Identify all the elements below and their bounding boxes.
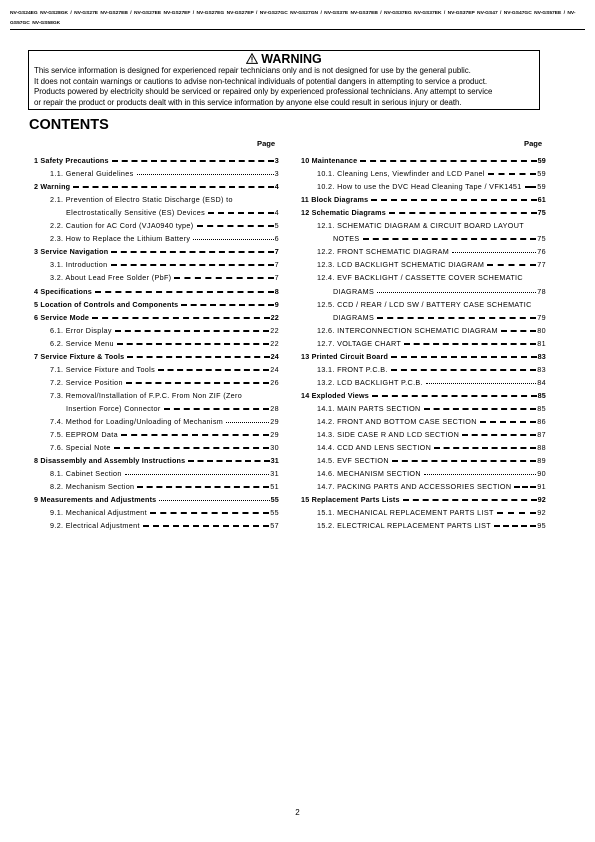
header-divider — [10, 29, 585, 30]
toc-entry[interactable] — [34, 296, 279, 309]
toc-entry-page: 28 — [270, 403, 279, 413]
toc-entry-page: 31 — [270, 469, 279, 479]
toc-entry-title: 10 Maintenance — [301, 156, 358, 166]
toc-entry-title: 14.4. CCD AND LENS SECTION — [317, 443, 432, 453]
toc-entry-page: 4 — [274, 208, 279, 218]
toc-entry-title: 11 Block Diagrams — [301, 195, 369, 205]
toc-entry[interactable] — [34, 361, 279, 374]
toc-entry-title: 2.1. Prevention of Electro Static Discharge (ESD) to — [50, 195, 233, 205]
toc-entry-page: 3 — [274, 169, 279, 179]
toc-entry-title: 12.2. FRONT SCHEMATIC DIAGRAM — [317, 247, 450, 257]
toc-leader — [137, 174, 274, 175]
toc-entry[interactable] — [34, 217, 279, 230]
toc-entry[interactable] — [34, 517, 279, 530]
toc-entry-title: 9.2. Electrical Adjustment — [50, 521, 140, 531]
toc-entry-page: 7 — [274, 273, 279, 283]
toc-leader — [391, 369, 537, 371]
toc-entry-page: 22 — [270, 312, 279, 322]
toc-leader — [143, 525, 269, 527]
toc-entry[interactable] — [34, 204, 279, 217]
toc-entry-title: NOTES — [333, 234, 360, 244]
toc-leader — [150, 512, 269, 514]
toc-leader — [226, 422, 269, 423]
toc-leader — [501, 330, 536, 332]
warning-line: This service information is designed for experienced repair technicians only and is not designed for use by the general public. — [34, 66, 471, 75]
toc-entry[interactable] — [301, 491, 546, 504]
toc-entry[interactable] — [301, 322, 546, 335]
toc-leader — [403, 499, 537, 501]
toc-entry-title: 7.1. Service Fixture and Tools — [50, 364, 156, 374]
toc-entry-page: 22 — [270, 338, 279, 348]
toc-entry-page: 59 — [537, 156, 546, 166]
toc-entry-title: 7.2. Service Position — [50, 377, 123, 387]
toc-leader — [95, 291, 274, 293]
toc-entry[interactable] — [301, 465, 546, 478]
toc-leader — [208, 212, 274, 214]
toc-entry-title: 7.4. Method for Loading/Unloading of Mechanism — [50, 416, 224, 426]
toc-entry-title: 14 Exploded Views — [301, 390, 369, 400]
toc-leader — [111, 251, 273, 253]
toc-entry-title: Electrostatically Sensitive (ES) Devices — [66, 208, 206, 218]
toc-entry[interactable] — [301, 165, 546, 178]
toc-entry-title: 6.1. Error Display — [50, 325, 112, 335]
toc-entry[interactable] — [34, 178, 279, 191]
toc-entry-page: 86 — [537, 416, 546, 426]
toc-entry[interactable] — [301, 374, 546, 387]
toc-entry-page: 24 — [270, 364, 279, 374]
toc-entry-title: 5 Location of Controls and Components — [34, 299, 179, 309]
toc-leader — [377, 292, 536, 293]
toc-entry-title: 1 Safety Precautions — [34, 156, 109, 166]
toc-entry[interactable] — [34, 282, 279, 295]
toc-entry-title: 3.2. About Lead Free Solder (PbF) — [50, 273, 172, 283]
toc-entry[interactable] — [301, 439, 546, 452]
toc-entry-title: 15.2. ELECTRICAL REPLACEMENT PARTS LIST — [317, 521, 491, 531]
toc-leader — [360, 160, 536, 162]
toc-leader — [92, 317, 269, 319]
toc-entry[interactable] — [34, 165, 279, 178]
toc-leader — [480, 421, 537, 423]
toc-leader — [121, 434, 269, 436]
toc-entry[interactable] — [34, 243, 279, 256]
toc-leader — [73, 186, 274, 188]
toc-leader — [404, 343, 536, 345]
toc-entry[interactable] — [34, 452, 279, 465]
model-list-header: NV-GS24EG NV-GS28GK / NV-GS27E NV-GS27EB / NV-GS27EE NV-GS27EF / NV-GS27EG NV-GS27EP / NV-GS27GC NV-GS27GN / NV-GS37E NV-GS37EB / NV-GS37EG NV-GS37EK / NV-GS37EP NV-GS47 / NV-GS47GC NV-GS57EE / NV-GS57GC NV-GS58GK — [10, 11, 576, 26]
toc-entry-page: 59 — [537, 169, 546, 179]
toc-entry-title: 13.1. FRONT P.C.B. — [317, 364, 388, 374]
warning-triangle-icon — [246, 53, 258, 67]
toc-leader — [377, 317, 536, 319]
toc-entry-title: 8 Disassembly and Assembly Instructions — [34, 456, 186, 466]
left-page-label: Page — [257, 139, 276, 148]
toc-leader — [181, 304, 273, 306]
toc-entry[interactable] — [301, 504, 546, 517]
toc-entry[interactable] — [301, 256, 546, 269]
toc-leader — [424, 474, 536, 475]
toc-entry-page: 8 — [274, 286, 279, 296]
toc-entry-title: 14.6. MECHANISM SECTION — [317, 469, 421, 479]
toc-entry-title: 12.1. SCHEMATIC DIAGRAM & CIRCUIT BOARD LAYOUT — [317, 221, 524, 231]
toc-entry-title: DIAGRAMS — [333, 312, 375, 322]
toc-entry-title: 15.1. MECHANICAL REPLACEMENT PARTS LIST — [317, 508, 494, 518]
toc-entry-title: 10.2. How to use the DVC Head Cleaning Tape / VFK1451 — [317, 182, 522, 192]
toc-leader — [426, 383, 536, 384]
toc-entry[interactable] — [301, 478, 546, 491]
toc-entry[interactable] — [34, 191, 279, 204]
toc-entry-title: 6.2. Service Menu — [50, 338, 114, 348]
toc-entry-page: 61 — [537, 195, 546, 205]
toc-entry-page: 95 — [537, 521, 546, 531]
toc-leader — [117, 343, 269, 345]
toc-entry-page: 89 — [537, 456, 546, 466]
toc-entry-title: 10.1. Cleaning Lens, Viewfinder and LCD Panel — [317, 169, 485, 179]
contents-title: CONTENTS — [29, 117, 109, 133]
toc-entry-title: Insertion Force) Connector — [66, 403, 161, 413]
page-number: 2 — [295, 808, 300, 817]
toc-entry-title: 12 Schematic Diagrams — [301, 208, 386, 218]
toc-entry-page: 7 — [274, 260, 279, 270]
toc-left-column — [34, 152, 279, 530]
toc-entry[interactable] — [34, 152, 279, 165]
toc-entry[interactable] — [301, 282, 546, 295]
toc-entry-title: 13 Printed Circuit Board — [301, 351, 389, 361]
toc-leader — [164, 408, 270, 410]
toc-entry-page: 83 — [537, 351, 546, 361]
toc-entry[interactable] — [301, 191, 546, 204]
toc-leader — [126, 382, 269, 384]
toc-entry-page: 83 — [537, 364, 546, 374]
toc-leader — [494, 525, 536, 527]
toc-entry-page: 5 — [274, 221, 279, 231]
toc-entry-page: 57 — [270, 521, 279, 531]
toc-leader — [114, 447, 270, 449]
toc-leader — [371, 199, 536, 201]
toc-entry-title: 15 Replacement Parts Lists — [301, 495, 400, 505]
toc-leader — [174, 277, 273, 279]
toc-entry-page: 84 — [537, 377, 546, 387]
toc-entry-title: 14.1. MAIN PARTS SECTION — [317, 403, 421, 413]
warning-line: Products powered by electricity should be serviced or repaired only by experienced professional technicians. Any attempt to service — [34, 87, 493, 96]
toc-leader — [159, 500, 269, 501]
toc-entry[interactable] — [301, 400, 546, 413]
toc-entry-title: 2.3. How to Replace the Lithium Battery — [50, 234, 191, 244]
toc-entry[interactable] — [34, 374, 279, 387]
toc-leader — [197, 225, 274, 227]
toc-entry-page: 80 — [537, 325, 546, 335]
toc-entry-title: 14.7. PACKING PARTS AND ACCESSORIES SECTION — [317, 482, 512, 492]
toc-entry[interactable] — [34, 269, 279, 282]
toc-entry-title: 7.3. Removal/Installation of F.P.C. From Non ZIF (Zero — [50, 390, 243, 400]
toc-entry-title: 12.6. INTERCONNECTION SCHEMATIC DIAGRAM — [317, 325, 498, 335]
toc-entry-title: 4 Specifications — [34, 286, 92, 296]
toc-entry[interactable] — [301, 309, 546, 322]
toc-entry-page: 26 — [270, 377, 279, 387]
toc-entry-page: 85 — [537, 403, 546, 413]
toc-entry-page: 22 — [270, 325, 279, 335]
toc-entry-title: 7.5. EEPROM Data — [50, 430, 118, 440]
toc-leader — [488, 173, 536, 175]
toc-leader — [193, 239, 273, 240]
toc-entry[interactable] — [301, 269, 546, 282]
toc-entry[interactable] — [301, 348, 546, 361]
toc-entry-title: 7.6. Special Note — [50, 443, 111, 453]
toc-entry[interactable] — [301, 361, 546, 374]
toc-entry-page: 87 — [537, 430, 546, 440]
toc-entry[interactable] — [34, 465, 279, 478]
toc-entry-title: 8.1. Cabinet Section — [50, 469, 122, 479]
toc-leader — [188, 460, 269, 462]
toc-entry-page: 90 — [537, 469, 546, 479]
toc-entry[interactable] — [301, 426, 546, 439]
toc-entry[interactable] — [301, 230, 546, 243]
toc-leader — [127, 356, 269, 358]
toc-leader — [462, 434, 536, 436]
toc-entry[interactable] — [34, 230, 279, 243]
toc-entry[interactable] — [34, 348, 279, 361]
toc-entry[interactable] — [34, 387, 279, 400]
toc-entry[interactable] — [34, 504, 279, 517]
toc-entry[interactable] — [34, 426, 279, 439]
toc-entry-title: 12.5. CCD / REAR / LCD SW / BATTERY CASE SCHEMATIC — [317, 299, 532, 309]
toc-entry-page: 51 — [270, 482, 279, 492]
toc-entry-page: 6 — [274, 234, 279, 244]
toc-leader — [525, 186, 537, 188]
toc-leader — [424, 408, 537, 410]
toc-leader — [137, 486, 269, 488]
toc-entry[interactable] — [301, 335, 546, 348]
toc-entry-title: 2 Warning — [34, 182, 71, 192]
toc-entry-page: 9 — [274, 299, 279, 309]
toc-entry-title: 8.2. Mechanism Section — [50, 482, 135, 492]
toc-entry-page: 92 — [537, 508, 546, 518]
toc-leader — [372, 395, 537, 397]
toc-entry[interactable] — [34, 309, 279, 322]
right-page-label: Page — [524, 139, 543, 148]
toc-leader — [115, 330, 269, 332]
toc-entry-page: 55 — [270, 508, 279, 518]
toc-leader — [434, 447, 536, 449]
toc-entry[interactable] — [34, 322, 279, 335]
toc-leader — [391, 356, 537, 358]
toc-entry[interactable] — [301, 413, 546, 426]
toc-entry-title: 12.7. VOLTAGE CHART — [317, 338, 402, 348]
toc-leader — [392, 460, 536, 462]
toc-entry[interactable] — [301, 517, 546, 530]
toc-entry-page: 76 — [537, 247, 546, 257]
toc-entry-page: 31 — [270, 456, 279, 466]
warning-title-text: WARNING — [261, 52, 322, 66]
toc-entry[interactable] — [301, 204, 546, 217]
toc-entry-title: 3 Service Navigation — [34, 247, 109, 257]
toc-leader — [497, 512, 537, 514]
toc-entry-page: 92 — [537, 495, 546, 505]
toc-entry[interactable] — [301, 217, 546, 230]
toc-entry-page: 77 — [537, 260, 546, 270]
toc-entry-page: 7 — [274, 247, 279, 257]
toc-entry[interactable] — [301, 387, 546, 400]
toc-right-column — [301, 152, 546, 530]
toc-entry-page: 3 — [274, 156, 279, 166]
toc-leader — [452, 252, 536, 253]
toc-entry-page: 29 — [270, 416, 279, 426]
toc-entry-page: 75 — [537, 208, 546, 218]
toc-entry-page: 79 — [537, 312, 546, 322]
toc-entry-title: 7 Service Fixture & Tools — [34, 351, 125, 361]
toc-entry[interactable] — [34, 400, 279, 413]
toc-entry-title: 13.2. LCD BACKLIGHT P.C.B. — [317, 377, 423, 387]
toc-leader — [363, 238, 537, 240]
toc-entry-title: 14.5. EVF SECTION — [317, 456, 389, 466]
toc-entry-title: DIAGRAMS — [333, 286, 375, 296]
warning-box — [28, 50, 540, 110]
toc-entry-page: 59 — [537, 182, 546, 192]
toc-entry-page: 88 — [537, 443, 546, 453]
toc-entry-title: 2.2. Caution for AC Cord (VJA0940 type) — [50, 221, 194, 231]
warning-text — [34, 66, 538, 108]
toc-entry-title: 14.2. FRONT AND BOTTOM CASE SECTION — [317, 416, 477, 426]
toc-entry[interactable] — [301, 152, 546, 165]
toc-entry-page: 30 — [270, 443, 279, 453]
toc-leader — [125, 474, 270, 475]
toc-entry-page: 55 — [270, 495, 279, 505]
toc-leader — [389, 212, 537, 214]
toc-entry-page: 4 — [274, 182, 279, 192]
toc-entry[interactable] — [301, 178, 546, 191]
toc-entry[interactable] — [301, 452, 546, 465]
toc-leader — [158, 369, 269, 371]
toc-entry[interactable] — [34, 413, 279, 426]
toc-entry-page: 78 — [537, 286, 546, 296]
warning-line: or repair the product or products dealt with in this service information by anyone else could result in serious injury or death. — [34, 97, 462, 107]
toc-entry[interactable] — [34, 439, 279, 452]
toc-leader — [487, 264, 536, 266]
toc-leader — [112, 160, 274, 162]
warning-title — [29, 52, 539, 67]
toc-entry-title: 1.1. General Guidelines — [50, 169, 134, 179]
toc-entry-title: 6 Service Mode — [34, 312, 90, 322]
toc-entry-title: 3.1. Introduction — [50, 260, 108, 270]
warning-line: It does not contain warnings or cautions to advise non-technical individuals of potential dangers in attempting to service a product. — [34, 76, 488, 86]
toc-entry-page: 81 — [537, 338, 546, 348]
toc-entry[interactable] — [301, 243, 546, 256]
toc-entry-page: 85 — [537, 390, 546, 400]
toc-entry-title: 9.1. Mechanical Adjustment — [50, 508, 147, 518]
toc-entry[interactable] — [34, 478, 279, 491]
toc-entry-page: 75 — [537, 234, 546, 244]
toc-entry-title: 12.4. EVF BACKLIGHT / CASSETTE COVER SCHEMATIC — [317, 273, 523, 283]
toc-leader — [111, 264, 274, 266]
toc-entry[interactable] — [34, 335, 279, 348]
toc-entry[interactable] — [301, 296, 546, 309]
toc-entry-title: 12.3. LCD BACKLIGHT SCHEMATIC DIAGRAM — [317, 260, 485, 270]
toc-entry-page: 91 — [537, 482, 546, 492]
toc-entry-title: 9 Measurements and Adjustments — [34, 495, 157, 505]
toc-entry-page: 29 — [270, 430, 279, 440]
toc-entry[interactable] — [34, 491, 279, 504]
toc-entry-page: 24 — [270, 351, 279, 361]
toc-entry-title: 14.3. SIDE CASE R AND LCD SECTION — [317, 430, 460, 440]
toc-leader — [514, 486, 536, 488]
toc-entry[interactable] — [34, 256, 279, 269]
